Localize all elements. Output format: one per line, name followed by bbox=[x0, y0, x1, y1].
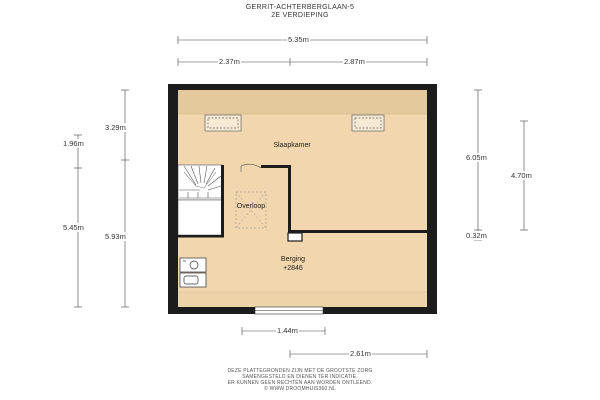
roof-slope-band bbox=[178, 90, 427, 114]
room-label-bedroom: Slaapkamer bbox=[273, 142, 311, 149]
dim-bottom-door: 1.44m bbox=[277, 326, 298, 335]
room-label-storage-code: +2846 bbox=[283, 265, 303, 272]
dim-left-inner-upper: 3.29m bbox=[105, 123, 126, 132]
skylight-right bbox=[352, 115, 384, 131]
room-label-storage: Berging bbox=[280, 256, 306, 263]
dim-left-segment: 2.37m bbox=[219, 57, 240, 66]
dim-right-segment: 2.87m bbox=[344, 57, 365, 66]
disclaimer-line-1: DEZE PLATTEGRONDEN ZIJN MET DE GROOTSTE ZORG bbox=[227, 368, 373, 374]
disclaimer-copyright: © WWW.DROOMHUIS360.NL bbox=[264, 386, 336, 392]
disclaimer-line-3: ER KUNNEN GEEN RECHTEN AAN WORDEN ONTLEEND. bbox=[227, 380, 373, 386]
dryer bbox=[180, 273, 206, 287]
dim-bottom-right: 2.61m bbox=[350, 349, 371, 358]
dim-right-outer-height: 4.70m bbox=[511, 171, 532, 180]
disclaimer-line-2: SAMENGESTELD EN DIENEN TER INDICATIE. bbox=[242, 374, 358, 380]
dim-right-inner-small: 0.32m bbox=[466, 231, 487, 240]
dim-right-inner-height: 6.05m bbox=[466, 153, 487, 162]
plan-floor-label: 2E VERDIEPING bbox=[271, 12, 329, 19]
dim-left-inner-lower: 5.93m bbox=[105, 232, 126, 241]
room-label-landing: Overloop bbox=[236, 203, 266, 210]
skylight-left bbox=[205, 115, 241, 131]
plan-address: GERRIT-ACHTERBERGLAAN-5 bbox=[245, 4, 355, 11]
staircase bbox=[178, 165, 222, 235]
dim-left-outer-lower: 5.45m bbox=[63, 223, 84, 232]
bottom-window bbox=[255, 307, 323, 314]
washing-machine bbox=[180, 258, 206, 272]
dim-left-outer-upper: 1.96m bbox=[63, 139, 84, 148]
dim-total-width: 5.35m bbox=[288, 35, 309, 44]
eaves-band bbox=[178, 292, 427, 307]
